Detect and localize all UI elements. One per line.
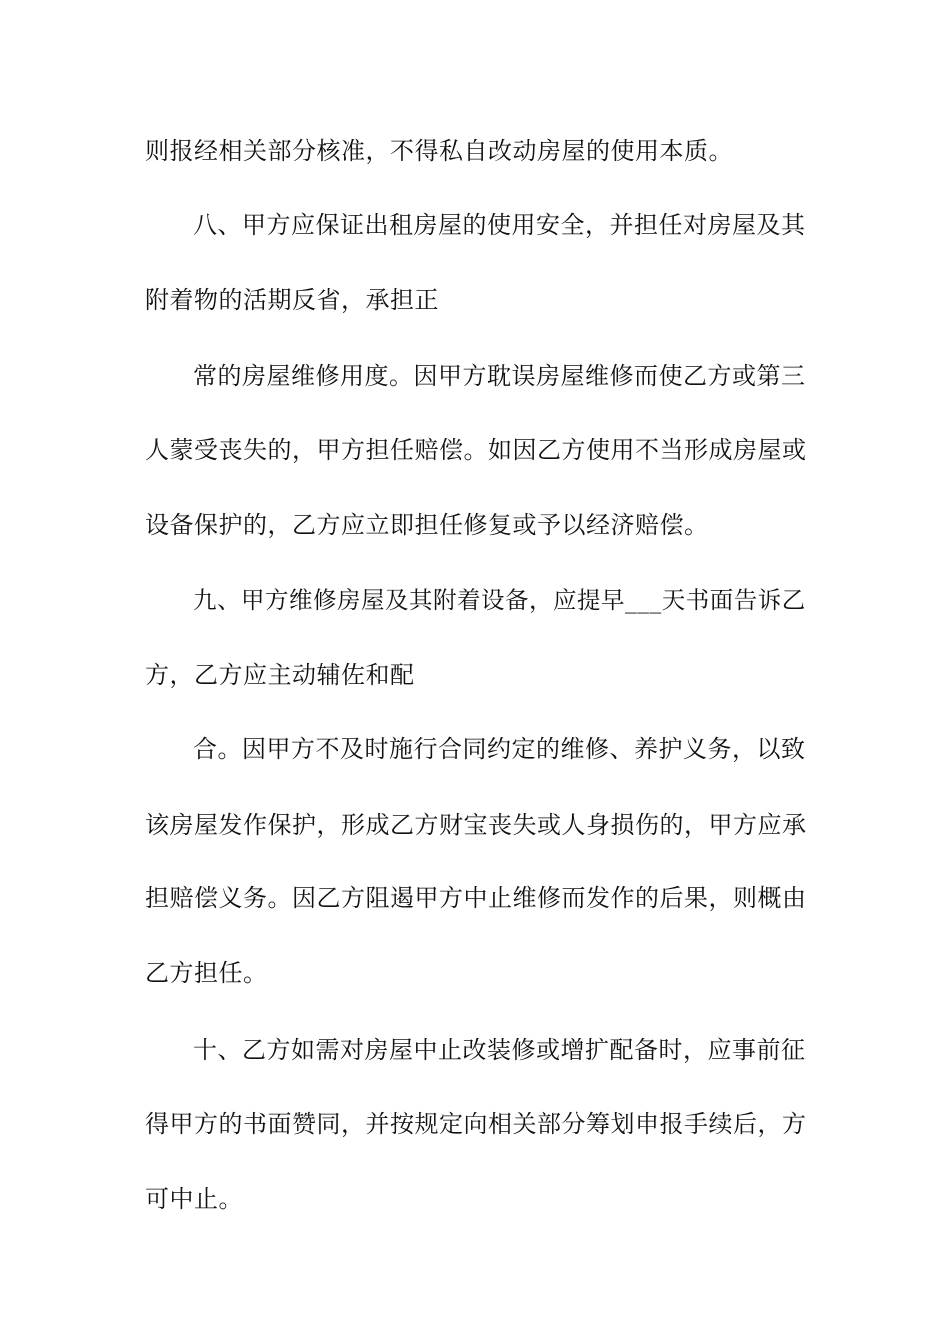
text-line: 九、甲方维修房屋及其附着设备，应提早___天书面告诉乙 [193,586,806,614]
text-line: 设备保护的，乙方应立即担任修复或予以经济赔偿。 [145,511,709,539]
text-line: 合。因甲方不及时施行合同约定的维修、养护义务，以致 [193,735,806,763]
text-line: 可中止。 [145,1185,243,1213]
text-line: 附着物的活期反省，承担正 [145,286,439,314]
text-line: 方，乙方应主动辅佐和配 [145,661,415,689]
text-line: 常的房屋维修用度。因甲方耽误房屋维修而使乙方或第三 [193,362,806,390]
text-line: 得甲方的书面赞同，并按规定向相关部分筹划申报手续后，方 [145,1110,807,1138]
text-line: 八、甲方应保证出租房屋的使用安全，并担任对房屋及其 [193,211,806,239]
text-line: 十、乙方如需对房屋中止改装修或增扩配备时，应事前征 [193,1036,806,1064]
text-line: 乙方担任。 [145,959,268,987]
text-line: 人蒙受丧失的，甲方担任赔偿。如因乙方使用不当形成房屋或 [145,436,807,464]
text-line: 担赔偿义务。因乙方阻遏甲方中止维修而发作的后果，则概由 [145,884,807,912]
text-line: 则报经相关部分核准，不得私自改动房屋的使用本质。 [145,137,733,165]
text-line: 该房屋发作保护，形成乙方财宝丧失或人身损伤的，甲方应承 [145,811,807,839]
